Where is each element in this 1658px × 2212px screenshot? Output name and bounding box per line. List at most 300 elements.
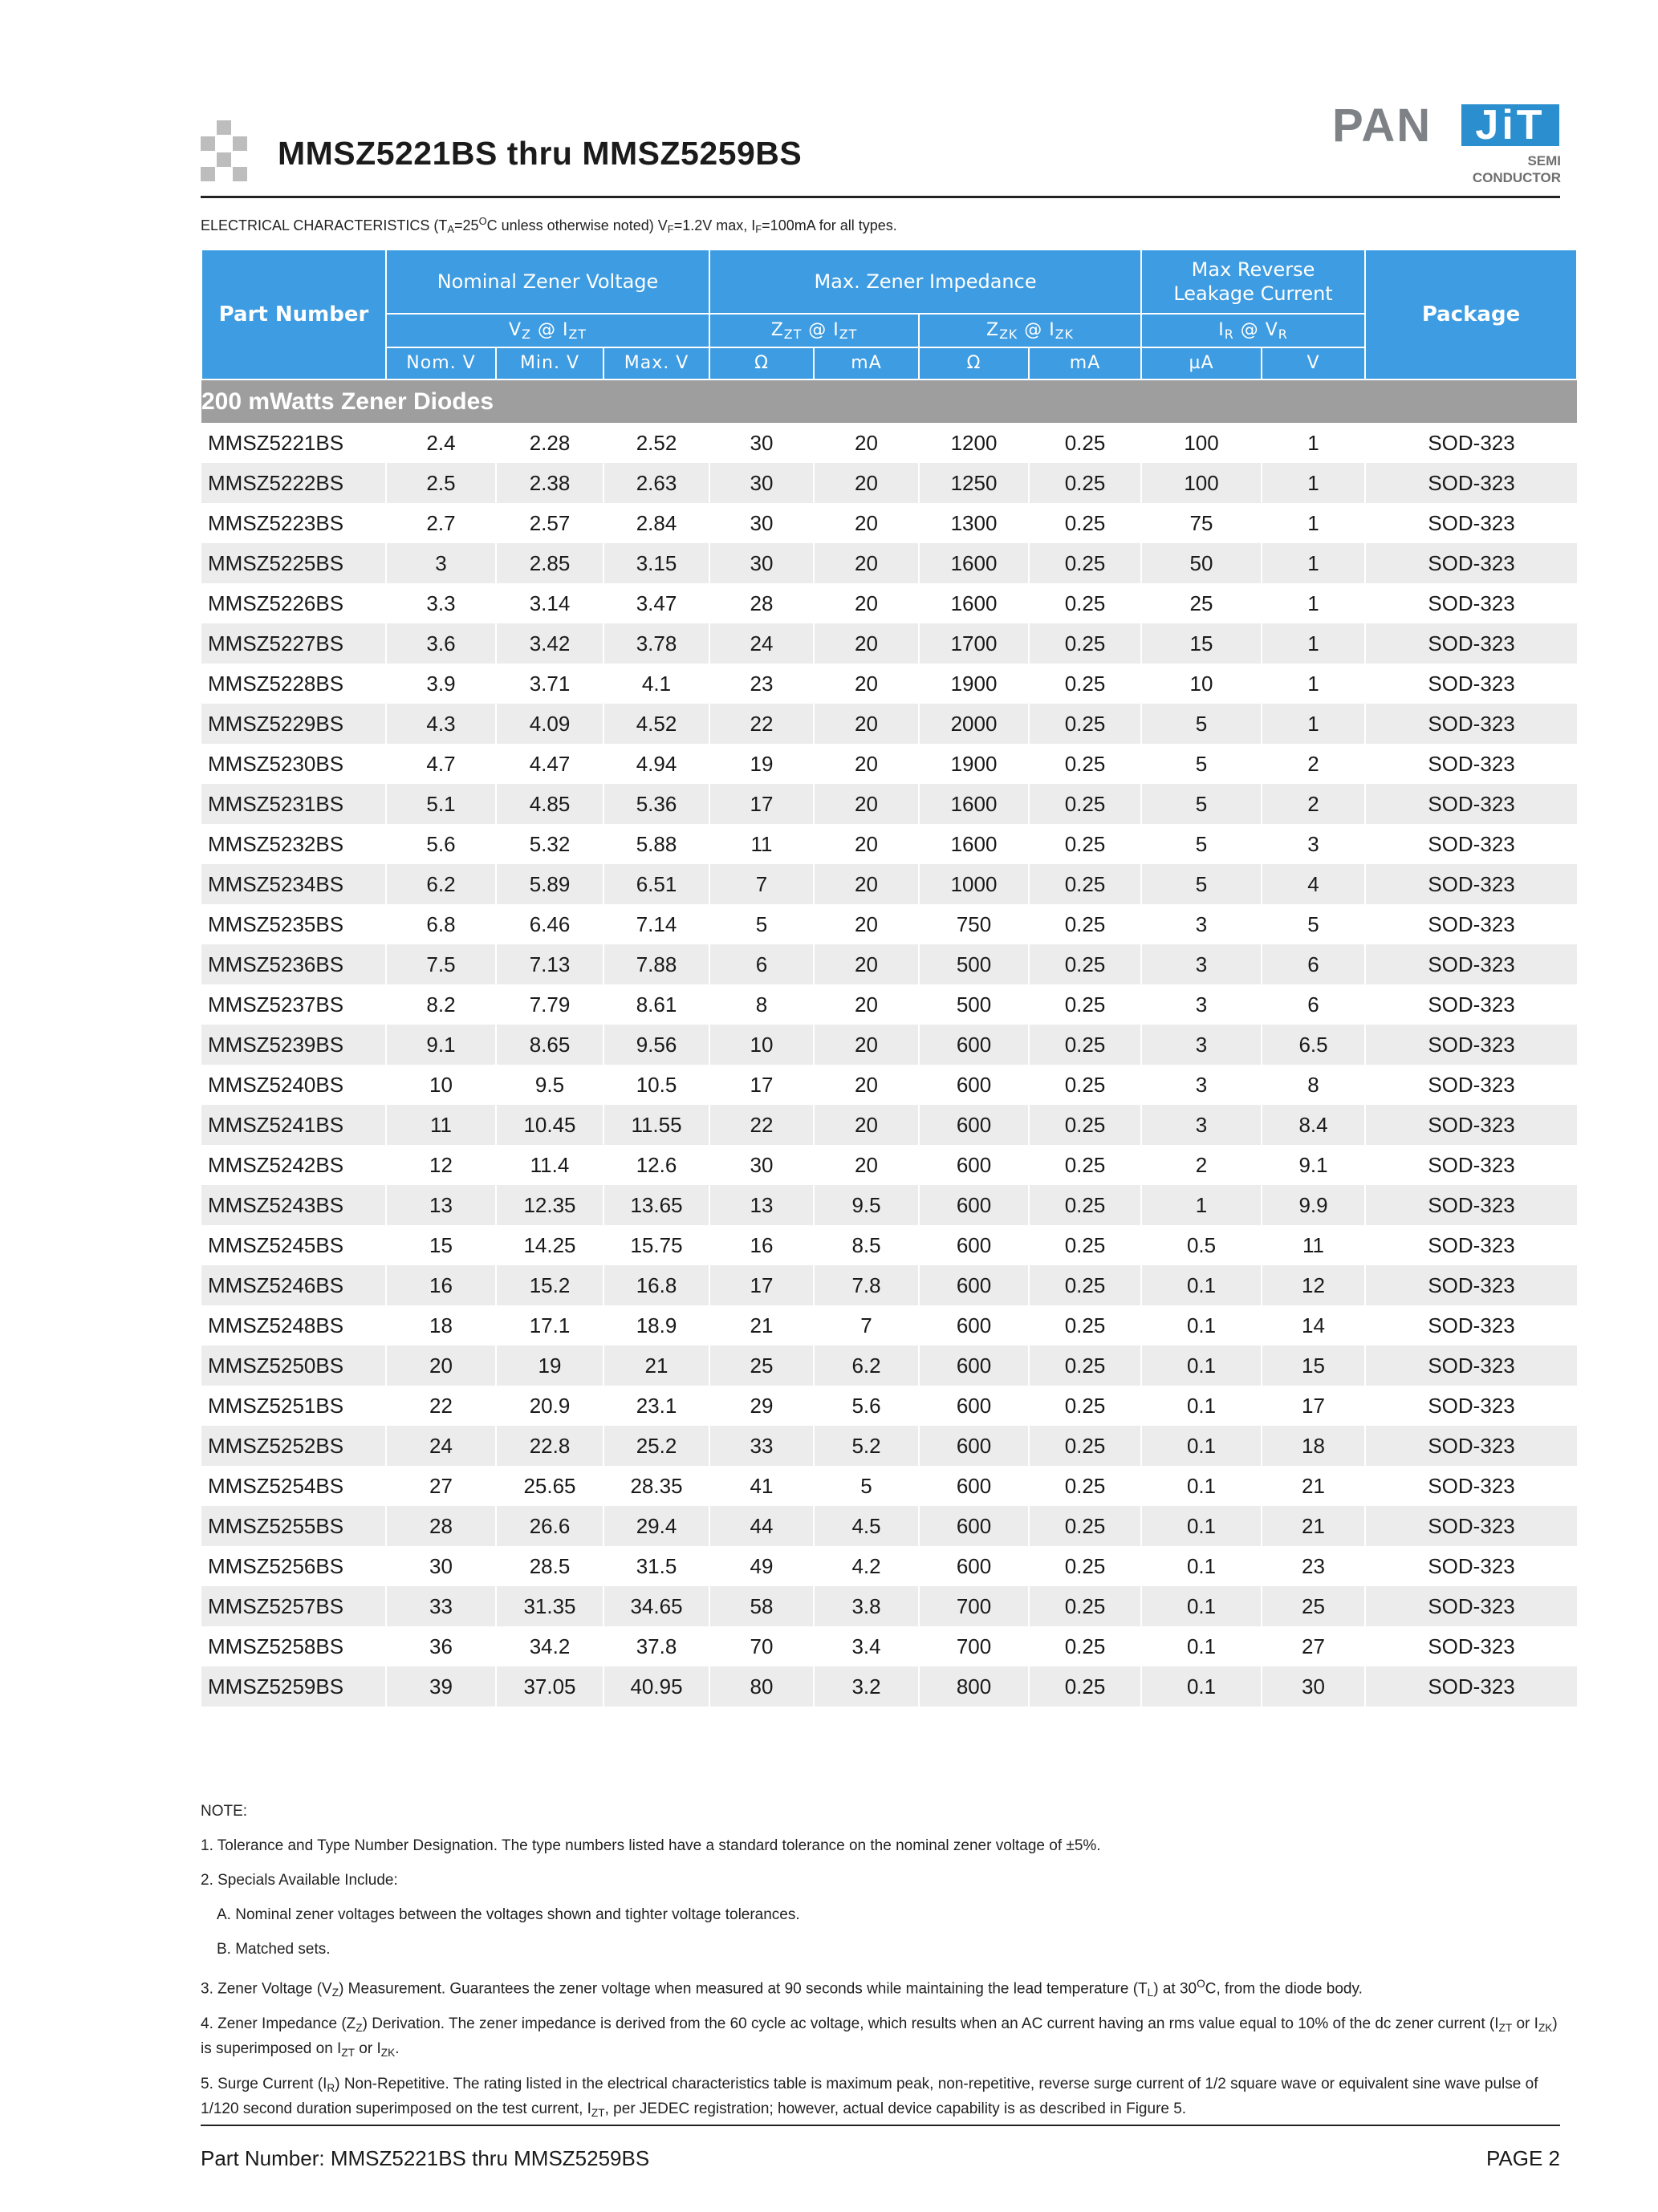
cell-vr: 1 bbox=[1262, 704, 1365, 744]
cell-part-number: MMSZ5255BS bbox=[201, 1506, 386, 1546]
cell-max-v: 15.75 bbox=[603, 1225, 709, 1265]
cell-izk: 0.25 bbox=[1029, 1466, 1141, 1506]
cell-part-number: MMSZ5239BS bbox=[201, 1025, 386, 1065]
cell-ir: 0.1 bbox=[1141, 1506, 1262, 1546]
cell-package: SOD-323 bbox=[1365, 824, 1577, 864]
cell-nom-v: 12 bbox=[386, 1145, 496, 1185]
cell-package: SOD-323 bbox=[1365, 1386, 1577, 1426]
cell-max-v: 9.56 bbox=[603, 1025, 709, 1065]
cell-nom-v: 2.5 bbox=[386, 463, 496, 503]
table-row bbox=[201, 463, 1577, 503]
cell-zzt: 11 bbox=[709, 824, 814, 864]
cell-zzt: 30 bbox=[709, 463, 814, 503]
table-row bbox=[201, 944, 1577, 984]
cell-part-number: MMSZ5227BS bbox=[201, 623, 386, 664]
cell-part-number: MMSZ5256BS bbox=[201, 1546, 386, 1586]
footer-divider bbox=[201, 2125, 1560, 2126]
cell-zzt: 7 bbox=[709, 864, 814, 904]
cell-izt: 20 bbox=[814, 904, 919, 944]
cell-max-v: 28.35 bbox=[603, 1466, 709, 1506]
cell-zzk: 500 bbox=[919, 944, 1029, 984]
cell-izk: 0.25 bbox=[1029, 1626, 1141, 1666]
table-row bbox=[201, 824, 1577, 864]
cell-izk: 0.25 bbox=[1029, 543, 1141, 583]
cell-izt: 20 bbox=[814, 1105, 919, 1145]
cell-ir: 5 bbox=[1141, 824, 1262, 864]
cell-min-v: 2.28 bbox=[496, 423, 603, 463]
cell-part-number: MMSZ5221BS bbox=[201, 423, 386, 463]
cell-zzt: 30 bbox=[709, 543, 814, 583]
cell-izk: 0.25 bbox=[1029, 904, 1141, 944]
cell-nom-v: 2.7 bbox=[386, 503, 496, 543]
cell-izk: 0.25 bbox=[1029, 503, 1141, 543]
cell-package: SOD-323 bbox=[1365, 744, 1577, 784]
cell-zzt: 16 bbox=[709, 1225, 814, 1265]
cell-package: SOD-323 bbox=[1365, 1506, 1577, 1546]
cell-max-v: 8.61 bbox=[603, 984, 709, 1025]
table-row bbox=[201, 1105, 1577, 1145]
cell-vr: 8 bbox=[1262, 1065, 1365, 1105]
cell-vr: 25 bbox=[1262, 1586, 1365, 1626]
cell-max-v: 3.78 bbox=[603, 623, 709, 664]
logo-semi-line2: CONDUCTOR bbox=[1472, 170, 1561, 185]
table-row bbox=[201, 1345, 1577, 1386]
cell-izt: 5.2 bbox=[814, 1426, 919, 1466]
cell-nom-v: 20 bbox=[386, 1345, 496, 1386]
cell-max-v: 37.8 bbox=[603, 1626, 709, 1666]
cell-izt: 20 bbox=[814, 583, 919, 623]
cell-package: SOD-323 bbox=[1365, 1265, 1577, 1305]
cell-min-v: 10.45 bbox=[496, 1105, 603, 1145]
cell-izt: 20 bbox=[814, 423, 919, 463]
cell-nom-v: 2.4 bbox=[386, 423, 496, 463]
cell-zzk: 1300 bbox=[919, 503, 1029, 543]
cell-max-v: 5.88 bbox=[603, 824, 709, 864]
cell-izt: 20 bbox=[814, 864, 919, 904]
cell-nom-v: 7.5 bbox=[386, 944, 496, 984]
cell-ir: 15 bbox=[1141, 623, 1262, 664]
cell-izk: 0.25 bbox=[1029, 1666, 1141, 1707]
table-row bbox=[201, 1466, 1577, 1506]
cell-part-number: MMSZ5252BS bbox=[201, 1426, 386, 1466]
cell-min-v: 28.5 bbox=[496, 1546, 603, 1586]
cell-min-v: 25.65 bbox=[496, 1466, 603, 1506]
cell-vr: 1 bbox=[1262, 463, 1365, 503]
cell-izt: 5.6 bbox=[814, 1386, 919, 1426]
note-1: 1. Tolerance and Type Number Designation. The type numbers listed have a standard tolerance on the nominal zener voltage of ±5%. bbox=[201, 1837, 1101, 1854]
unit-zzt-ohm: Ω bbox=[709, 347, 814, 379]
unit-zzk-ohm: Ω bbox=[919, 347, 1029, 379]
cell-max-v: 2.63 bbox=[603, 463, 709, 503]
cell-min-v: 4.09 bbox=[496, 704, 603, 744]
cell-izk: 0.25 bbox=[1029, 1185, 1141, 1225]
table-row bbox=[201, 1626, 1577, 1666]
cell-nom-v: 27 bbox=[386, 1466, 496, 1506]
cell-zzk: 1600 bbox=[919, 784, 1029, 824]
cell-min-v: 19 bbox=[496, 1345, 603, 1386]
cell-max-v: 2.52 bbox=[603, 423, 709, 463]
cell-zzk: 600 bbox=[919, 1345, 1029, 1386]
table-row bbox=[201, 1145, 1577, 1185]
cell-ir: 5 bbox=[1141, 784, 1262, 824]
cell-nom-v: 3.6 bbox=[386, 623, 496, 664]
header-divider bbox=[201, 196, 1560, 198]
cell-part-number: MMSZ5245BS bbox=[201, 1225, 386, 1265]
cell-min-v: 20.9 bbox=[496, 1386, 603, 1426]
cell-min-v: 12.35 bbox=[496, 1185, 603, 1225]
cell-zzk: 1600 bbox=[919, 824, 1029, 864]
table-body bbox=[201, 379, 1577, 1707]
cell-izk: 0.25 bbox=[1029, 1506, 1141, 1546]
table-row bbox=[201, 1666, 1577, 1707]
cell-izk: 0.25 bbox=[1029, 1586, 1141, 1626]
cell-izt: 8.5 bbox=[814, 1225, 919, 1265]
cell-izt: 20 bbox=[814, 463, 919, 503]
cell-izk: 0.25 bbox=[1029, 1265, 1141, 1305]
page-title: MMSZ5221BS thru MMSZ5259BS bbox=[278, 135, 803, 172]
cell-zzk: 600 bbox=[919, 1466, 1029, 1506]
cell-ir: 0.1 bbox=[1141, 1345, 1262, 1386]
cell-max-v: 4.94 bbox=[603, 744, 709, 784]
cell-zzk: 600 bbox=[919, 1426, 1029, 1466]
cell-zzk: 1700 bbox=[919, 623, 1029, 664]
cell-zzt: 19 bbox=[709, 744, 814, 784]
cell-ir: 5 bbox=[1141, 744, 1262, 784]
cell-izk: 0.25 bbox=[1029, 1426, 1141, 1466]
unit-izt-ma: mA bbox=[814, 347, 919, 379]
cell-part-number: MMSZ5248BS bbox=[201, 1305, 386, 1345]
cell-ir: 0.1 bbox=[1141, 1546, 1262, 1586]
cell-zzk: 700 bbox=[919, 1626, 1029, 1666]
section-row bbox=[201, 379, 1577, 423]
cell-nom-v: 9.1 bbox=[386, 1025, 496, 1065]
cell-izk: 0.25 bbox=[1029, 864, 1141, 904]
cell-ir: 3 bbox=[1141, 1025, 1262, 1065]
cell-package: SOD-323 bbox=[1365, 1065, 1577, 1105]
cell-min-v: 3.42 bbox=[496, 623, 603, 664]
cell-vr: 12 bbox=[1262, 1265, 1365, 1305]
cell-izk: 0.25 bbox=[1029, 1305, 1141, 1345]
cell-zzt: 70 bbox=[709, 1626, 814, 1666]
cell-ir: 3 bbox=[1141, 1065, 1262, 1105]
cell-izk: 0.25 bbox=[1029, 623, 1141, 664]
cell-ir: 0.1 bbox=[1141, 1426, 1262, 1466]
unit-vr-v: V bbox=[1262, 347, 1365, 379]
cell-izt: 20 bbox=[814, 543, 919, 583]
electrical-characteristics-table bbox=[201, 249, 1578, 1707]
header-package: Package bbox=[1365, 250, 1577, 379]
cell-izt: 20 bbox=[814, 1145, 919, 1185]
cell-vr: 1 bbox=[1262, 543, 1365, 583]
cell-max-v: 2.84 bbox=[603, 503, 709, 543]
cell-vr: 11 bbox=[1262, 1225, 1365, 1265]
cell-ir: 2 bbox=[1141, 1145, 1262, 1185]
cell-max-v: 21 bbox=[603, 1345, 709, 1386]
cell-nom-v: 8.2 bbox=[386, 984, 496, 1025]
cell-package: SOD-323 bbox=[1365, 1666, 1577, 1707]
cell-part-number: MMSZ5259BS bbox=[201, 1666, 386, 1707]
cell-nom-v: 11 bbox=[386, 1105, 496, 1145]
cell-zzt: 30 bbox=[709, 503, 814, 543]
cell-part-number: MMSZ5235BS bbox=[201, 904, 386, 944]
cell-vr: 2 bbox=[1262, 784, 1365, 824]
cell-nom-v: 24 bbox=[386, 1426, 496, 1466]
cell-vr: 1 bbox=[1262, 423, 1365, 463]
cell-izt: 20 bbox=[814, 1065, 919, 1105]
cell-vr: 17 bbox=[1262, 1386, 1365, 1426]
cell-zzt: 17 bbox=[709, 1265, 814, 1305]
cell-vr: 2 bbox=[1262, 744, 1365, 784]
cell-izk: 0.25 bbox=[1029, 1145, 1141, 1185]
cell-ir: 0.1 bbox=[1141, 1386, 1262, 1426]
cell-min-v: 2.57 bbox=[496, 503, 603, 543]
cell-max-v: 12.6 bbox=[603, 1145, 709, 1185]
unit-nom-v: Nom. V bbox=[386, 347, 496, 379]
cell-zzk: 1900 bbox=[919, 744, 1029, 784]
cell-package: SOD-323 bbox=[1365, 1225, 1577, 1265]
table-row bbox=[201, 1305, 1577, 1345]
header-ir-at-vr: $I_R$ @ $V_R$ bbox=[1141, 314, 1365, 347]
cell-zzk: 600 bbox=[919, 1105, 1029, 1145]
cell-min-v: 34.2 bbox=[496, 1626, 603, 1666]
cell-package: SOD-323 bbox=[1365, 1466, 1577, 1506]
cell-izt: 20 bbox=[814, 824, 919, 864]
cell-part-number: MMSZ5229BS bbox=[201, 704, 386, 744]
cell-ir: 10 bbox=[1141, 664, 1262, 704]
cell-zzk: 1600 bbox=[919, 543, 1029, 583]
notes-heading: NOTE: bbox=[201, 1803, 248, 1820]
table-row bbox=[201, 1025, 1577, 1065]
cell-max-v: 4.1 bbox=[603, 664, 709, 704]
cell-ir: 3 bbox=[1141, 944, 1262, 984]
cell-vr: 23 bbox=[1262, 1546, 1365, 1586]
footer-page-number: PAGE 2 bbox=[1485, 2146, 1560, 2170]
cell-max-v: 4.52 bbox=[603, 704, 709, 744]
cell-vr: 1 bbox=[1262, 664, 1365, 704]
cell-vr: 9.1 bbox=[1262, 1145, 1365, 1185]
cell-zzt: 29 bbox=[709, 1386, 814, 1426]
cell-nom-v: 3.9 bbox=[386, 664, 496, 704]
note-4: 4. Zener Impedance $(Z_Z)$ Derivation. The zener impedance is derived from the 60 cycle ac voltage, which results when an AC current having an rms value equal to 10% of the dc zener current ($I_{ZT}$ or $I_{ZK}$) is superimposed on $I_{ZT}$ or $I_{ZK}$. bbox=[201, 2015, 1558, 2059]
cell-zzt: 10 bbox=[709, 1025, 814, 1065]
cell-zzt: 22 bbox=[709, 704, 814, 744]
cell-izt: 3.4 bbox=[814, 1626, 919, 1666]
cell-part-number: MMSZ5230BS bbox=[201, 744, 386, 784]
cell-zzt: 8 bbox=[709, 984, 814, 1025]
cell-part-number: MMSZ5226BS bbox=[201, 583, 386, 623]
cell-zzt: 25 bbox=[709, 1345, 814, 1386]
cell-part-number: MMSZ5222BS bbox=[201, 463, 386, 503]
cell-max-v: 13.65 bbox=[603, 1185, 709, 1225]
cell-izk: 0.25 bbox=[1029, 1065, 1141, 1105]
cell-package: SOD-323 bbox=[1365, 1626, 1577, 1666]
cell-package: SOD-323 bbox=[1365, 1105, 1577, 1145]
logo-squares-icon bbox=[201, 120, 265, 181]
cell-min-v: 4.47 bbox=[496, 744, 603, 784]
cell-nom-v: 10 bbox=[386, 1065, 496, 1105]
cell-nom-v: 28 bbox=[386, 1506, 496, 1546]
table-row bbox=[201, 503, 1577, 543]
cell-izk: 0.25 bbox=[1029, 984, 1141, 1025]
cell-part-number: MMSZ5257BS bbox=[201, 1586, 386, 1626]
cell-izk: 0.25 bbox=[1029, 744, 1141, 784]
cell-package: SOD-323 bbox=[1365, 944, 1577, 984]
cell-izt: 20 bbox=[814, 664, 919, 704]
cell-min-v: 7.13 bbox=[496, 944, 603, 984]
cell-max-v: 7.14 bbox=[603, 904, 709, 944]
cell-part-number: MMSZ5232BS bbox=[201, 824, 386, 864]
cell-zzt: 30 bbox=[709, 423, 814, 463]
cell-izt: 20 bbox=[814, 1025, 919, 1065]
footer-part-number: Part Number: MMSZ5221BS thru MMSZ5259BS bbox=[201, 2146, 650, 2170]
cell-nom-v: 36 bbox=[386, 1626, 496, 1666]
cell-vr: 5 bbox=[1262, 904, 1365, 944]
cell-zzt: 41 bbox=[709, 1466, 814, 1506]
note-3: 3. Zener Voltage $(V_Z)$ Measurement. Guarantees the zener voltage when measured at 90 seconds while maintaining the lead temperature $(T_L)$ at $30^OC$, from the diode body. bbox=[201, 1978, 1363, 1999]
cell-min-v: 2.85 bbox=[496, 543, 603, 583]
note-2a: A. Nominal zener voltages between the voltages shown and tighter voltage tolerances. bbox=[217, 1906, 800, 1923]
cell-zzk: 800 bbox=[919, 1666, 1029, 1707]
logo-semi-line1: SEMI bbox=[1527, 153, 1561, 168]
cell-nom-v: 13 bbox=[386, 1185, 496, 1225]
cell-zzk: 600 bbox=[919, 1265, 1029, 1305]
cell-part-number: MMSZ5234BS bbox=[201, 864, 386, 904]
cell-package: SOD-323 bbox=[1365, 864, 1577, 904]
cell-min-v: 17.1 bbox=[496, 1305, 603, 1345]
cell-package: SOD-323 bbox=[1365, 623, 1577, 664]
table-row bbox=[201, 1546, 1577, 1586]
cell-part-number: MMSZ5241BS bbox=[201, 1105, 386, 1145]
cell-package: SOD-323 bbox=[1365, 1426, 1577, 1466]
cell-izt: 4.5 bbox=[814, 1506, 919, 1546]
note-5: 5. Surge Current $(I_R)$ Non-Repetitive. The rating listed in the electrical characteristics table is maximum peak, non-repetitive, reverse surge current of 1/2 square wave or equivalent sine wave pulse of 1/120 second duration superimposed on the test current, $I_{ZT}$, per JEDEC registration; however, actual device capability is as described in Figure 5. bbox=[201, 2076, 1538, 2119]
cell-min-v: 7.79 bbox=[496, 984, 603, 1025]
cell-max-v: 31.5 bbox=[603, 1546, 709, 1586]
cell-min-v: 14.25 bbox=[496, 1225, 603, 1265]
cell-package: SOD-323 bbox=[1365, 1145, 1577, 1185]
cell-zzk: 1600 bbox=[919, 583, 1029, 623]
cell-ir: 100 bbox=[1141, 463, 1262, 503]
cell-min-v: 3.71 bbox=[496, 664, 603, 704]
cell-vr: 1 bbox=[1262, 623, 1365, 664]
cell-vr: 8.4 bbox=[1262, 1105, 1365, 1145]
cell-zzk: 1900 bbox=[919, 664, 1029, 704]
cell-package: SOD-323 bbox=[1365, 664, 1577, 704]
cell-izt: 20 bbox=[814, 623, 919, 664]
cell-zzk: 1000 bbox=[919, 864, 1029, 904]
cell-min-v: 31.35 bbox=[496, 1586, 603, 1626]
cell-nom-v: 5.6 bbox=[386, 824, 496, 864]
cell-izt: 20 bbox=[814, 503, 919, 543]
table-row bbox=[201, 1185, 1577, 1225]
header-zzk-at-izk: $Z_{ZK}$ @ $I_{ZK}$ bbox=[919, 314, 1141, 347]
cell-package: SOD-323 bbox=[1365, 904, 1577, 944]
cell-max-v: 3.47 bbox=[603, 583, 709, 623]
cell-zzt: 17 bbox=[709, 1065, 814, 1105]
cell-nom-v: 4.3 bbox=[386, 704, 496, 744]
header-part-number: Part Number bbox=[201, 250, 386, 379]
cell-min-v: 26.6 bbox=[496, 1506, 603, 1546]
cell-min-v: 37.05 bbox=[496, 1666, 603, 1707]
cell-vr: 14 bbox=[1262, 1305, 1365, 1345]
cell-part-number: MMSZ5254BS bbox=[201, 1466, 386, 1506]
cell-ir: 1 bbox=[1141, 1185, 1262, 1225]
cell-nom-v: 39 bbox=[386, 1666, 496, 1707]
cell-max-v: 3.15 bbox=[603, 543, 709, 583]
cell-package: SOD-323 bbox=[1365, 503, 1577, 543]
cell-min-v: 22.8 bbox=[496, 1426, 603, 1466]
header-zzt-at-izt: $Z_{ZT}$ @ $I_{ZT}$ bbox=[709, 314, 919, 347]
cell-ir: 0.5 bbox=[1141, 1225, 1262, 1265]
panjit-logo bbox=[1332, 99, 1561, 191]
header-nominal-zener-voltage: Nominal Zener Voltage bbox=[386, 250, 709, 314]
cell-izt: 20 bbox=[814, 744, 919, 784]
cell-izk: 0.25 bbox=[1029, 463, 1141, 503]
cell-nom-v: 5.1 bbox=[386, 784, 496, 824]
cell-package: SOD-323 bbox=[1365, 784, 1577, 824]
cell-nom-v: 30 bbox=[386, 1546, 496, 1586]
cell-max-v: 16.8 bbox=[603, 1265, 709, 1305]
cell-package: SOD-323 bbox=[1365, 583, 1577, 623]
cell-izt: 9.5 bbox=[814, 1185, 919, 1225]
cell-izk: 0.25 bbox=[1029, 944, 1141, 984]
cell-izk: 0.25 bbox=[1029, 1345, 1141, 1386]
table-row bbox=[201, 1586, 1577, 1626]
note-2: 2. Specials Available Include: bbox=[201, 1872, 398, 1889]
cell-max-v: 6.51 bbox=[603, 864, 709, 904]
table-row bbox=[201, 784, 1577, 824]
cell-ir: 50 bbox=[1141, 543, 1262, 583]
cell-part-number: MMSZ5242BS bbox=[201, 1145, 386, 1185]
cell-max-v: 40.95 bbox=[603, 1666, 709, 1707]
cell-part-number: MMSZ5231BS bbox=[201, 784, 386, 824]
cell-izt: 7.8 bbox=[814, 1265, 919, 1305]
cell-vr: 30 bbox=[1262, 1666, 1365, 1707]
cell-nom-v: 18 bbox=[386, 1305, 496, 1345]
table-row bbox=[201, 1506, 1577, 1546]
note-2b: B. Matched sets. bbox=[217, 1941, 331, 1958]
cell-max-v: 23.1 bbox=[603, 1386, 709, 1426]
cell-package: SOD-323 bbox=[1365, 1305, 1577, 1345]
cell-nom-v: 3.3 bbox=[386, 583, 496, 623]
cell-vr: 27 bbox=[1262, 1626, 1365, 1666]
cell-zzt: 13 bbox=[709, 1185, 814, 1225]
table-row bbox=[201, 1225, 1577, 1265]
cell-package: SOD-323 bbox=[1365, 463, 1577, 503]
table-row bbox=[201, 583, 1577, 623]
table-row bbox=[201, 543, 1577, 583]
cell-zzk: 600 bbox=[919, 1025, 1029, 1065]
table-row bbox=[201, 1426, 1577, 1466]
cell-min-v: 11.4 bbox=[496, 1145, 603, 1185]
cell-izt: 3.2 bbox=[814, 1666, 919, 1707]
cell-max-v: 7.88 bbox=[603, 944, 709, 984]
cell-part-number: MMSZ5243BS bbox=[201, 1185, 386, 1225]
cell-zzk: 600 bbox=[919, 1065, 1029, 1105]
cell-part-number: MMSZ5246BS bbox=[201, 1265, 386, 1305]
cell-izt: 3.8 bbox=[814, 1586, 919, 1626]
cell-ir: 100 bbox=[1141, 423, 1262, 463]
cell-nom-v: 6.8 bbox=[386, 904, 496, 944]
cell-ir: 3 bbox=[1141, 904, 1262, 944]
cell-zzt: 44 bbox=[709, 1506, 814, 1546]
cell-vr: 6 bbox=[1262, 944, 1365, 984]
cell-izk: 0.25 bbox=[1029, 664, 1141, 704]
table-row bbox=[201, 984, 1577, 1025]
notes-section bbox=[201, 1800, 1565, 2133]
cell-nom-v: 33 bbox=[386, 1586, 496, 1626]
cell-zzt: 24 bbox=[709, 623, 814, 664]
